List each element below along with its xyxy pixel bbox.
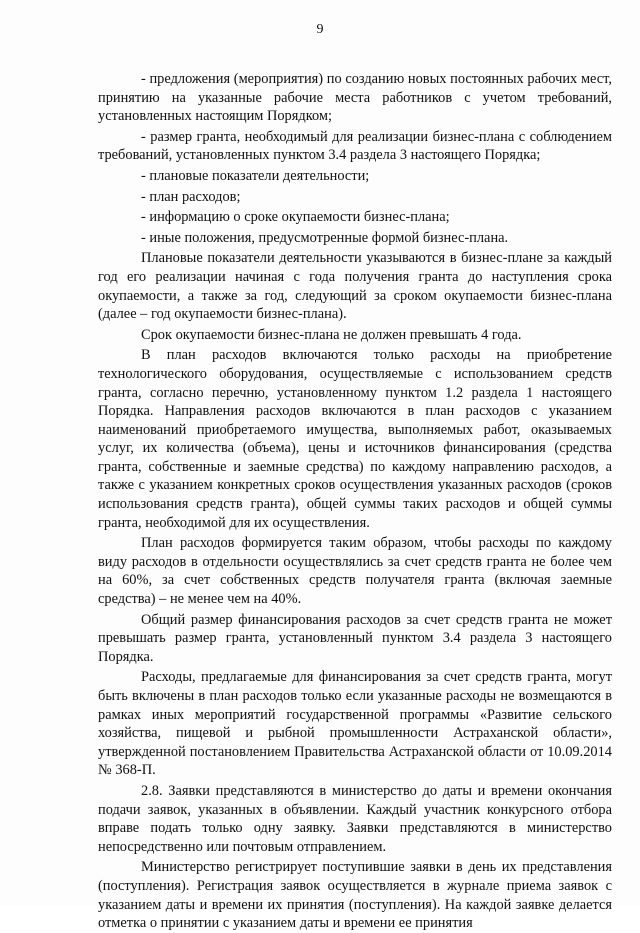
- document-body: [98, 70, 612, 933]
- paragraph-planned-indicators: Плановые показатели деятельности указываются в бизнес-плане за каждый год его реализации начиная с года получения гранта до наступления срока окупаемости, а также за год, следующий за сроком окупаемости бизнес-плана (далее – год окупаемости бизнес-плана).: [98, 250, 612, 323]
- paragraph-payback-period: Срок окупаемости бизнес-плана не должен превышать 4 года.: [141, 326, 522, 343]
- list-item-other-provisions: - иные положения, предусмотренные формой бизнес-плана.: [141, 229, 509, 246]
- paragraph-eligible-expenses: Расходы, предлагаемые для финансирования за счет средств гранта, могут быть включены в план расходов только если указанные расходы не возмещаются в рамках иных мероприятий государственной программы «Развитие сельского хозяйства, пищевой и рыбной промышленности Астраханской области», утвержденной постановлением Правительства Астраханской области от 10.09.2014 № 368-П.: [98, 669, 612, 779]
- list-item-proposals: - предложения (мероприятия) по созданию новых постоянных рабочих мест, принятию на указанные рабочие места работников с учетом требований, установленных настоящим Порядком;: [98, 71, 612, 125]
- paragraph-expense-plan-contents: В план расходов включаются только расходы на приобретение технологического оборудования, осуществляемые с использованием средств гранта, согласно перечню, установленному пунктом 1.2 раздела 1 настоящего Порядка. Направления расходов включаются в план расходов с указанием наименований приобретаемого имущества, выполняемых работ, оказываемых услуг, их количества (объема), цены и источников финансирования (средства гранта, собственные и заемные средства) по каждому направлению расходов, а также с указанием конкретных сроков осуществления указанных расходов (сроков использования средств гранта), общей суммы таких расходов и общей суммы гранта, необходимой для их осуществления.: [98, 347, 612, 531]
- list-item-grant-size: - размер гранта, необходимый для реализации бизнес-плана с соблюдением требований, установленных пунктом 3.4 раздела 3 настоящего Порядка;: [98, 128, 612, 164]
- list-item-planned-indicators: - плановые показатели деятельности;: [141, 167, 370, 184]
- list-item-expense-plan: - план расходов;: [141, 188, 241, 205]
- list-item-payback-info: - информацию о сроке окупаемости бизнес-плана;: [141, 209, 450, 226]
- paragraph-expense-shares: План расходов формируется таким образом, чтобы расходы по каждому виду расходов в отдельности осуществлялись за счет средств гранта не более чем на 60%, за счет собственных средств получателя гранта (включая заемные средства) – не менее чем на 40%.: [98, 535, 612, 608]
- paragraph-section-2-8: 2.8. Заявки представляются в министерство до даты и времени окончания подачи заявок, указанных в объявлении. Каждый участник конкурсного отбора вправе подать только одну заявку. Заявки представляются в министерство непосредственно или почтовым отправлением.: [98, 782, 612, 855]
- page-number: 9: [316, 22, 324, 37]
- paragraph-total-financing: Общий размер финансирования расходов за счет средств гранта не может превышать размер гранта, установленный пунктом 3.4 раздела 3 настоящего Порядка.: [98, 611, 612, 665]
- paragraph-registration: Министерство регистрирует поступившие заявки в день их представления (поступления). Регистрация заявок осуществляется в журнале приема заявок с указанием даты и времени их принятия (поступления). На каждой заявке делается отметка о принятии с указанием даты и времени ее принятия: [98, 859, 612, 932]
